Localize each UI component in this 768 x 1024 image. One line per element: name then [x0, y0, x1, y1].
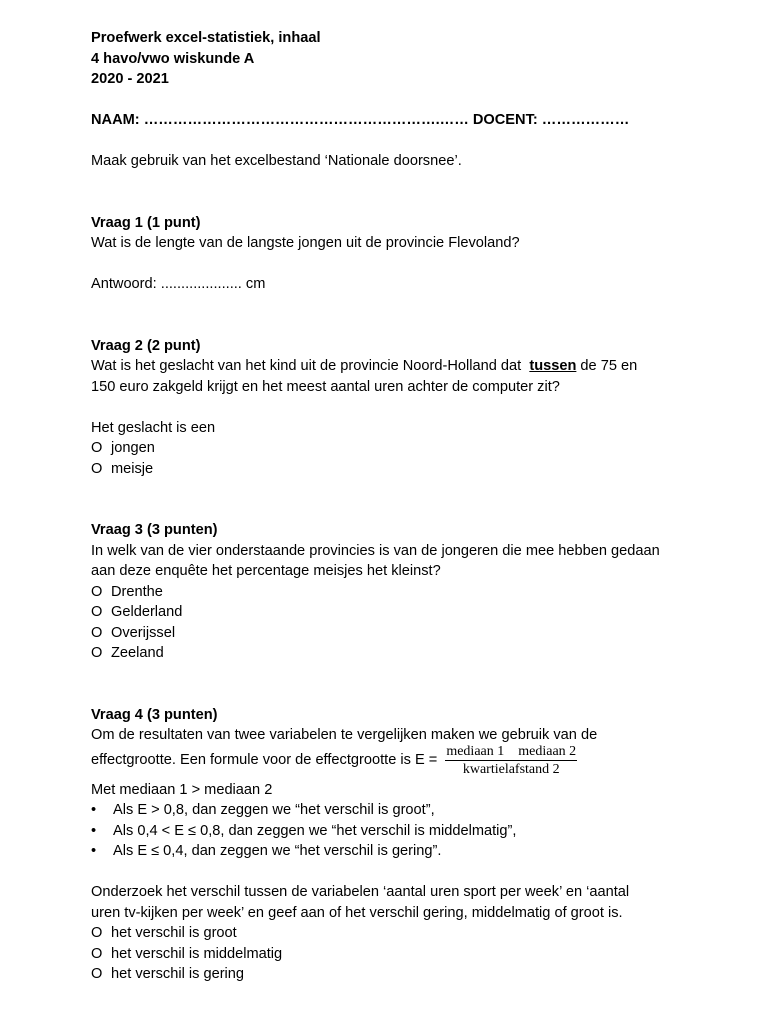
question-4-option-gering[interactable] [91, 964, 691, 985]
question-2-option-meisje[interactable] [91, 459, 691, 480]
formula-denominator: kwartielafstand 2 [462, 762, 560, 777]
bullet-item [91, 800, 691, 821]
question-4-option-groot[interactable] [91, 923, 691, 944]
radio-marker-icon[interactable]: O [91, 460, 103, 477]
formula-line [91, 742, 691, 780]
bullet-item [91, 821, 691, 842]
option-label: Zeeland [111, 645, 164, 661]
radio-marker-icon[interactable]: O [91, 966, 103, 982]
question-3-option-gelderland[interactable] [91, 602, 691, 623]
question-1-heading: Vraag 1 (1 punt) [91, 214, 201, 231]
question-2-prompt: Het geslacht is een [91, 419, 216, 436]
question-4-condition: Met mediaan 1 > mediaan 2 [91, 781, 273, 798]
question-2-option-jongen[interactable] [91, 438, 691, 459]
option-label: het verschil is middelmatig [111, 945, 283, 962]
document-title: Proefwerk excel-statistiek, inhaal [91, 30, 321, 46]
bullet-text: Als E ≤ 0,4, dan zeggen we “het verschil is gering”. [113, 843, 442, 859]
question-2-text-before: Wat is het geslacht van het kind uit de provincie Noord-Holland dat [91, 358, 530, 374]
question-2-text-after: de 75 en [576, 358, 638, 374]
option-label: het verschil is groot [111, 925, 237, 941]
question-4-text-line1: Om de resultaten van twee variabelen te vergelijken maken we gebruik van de [91, 727, 598, 743]
bullet-icon: • [91, 802, 97, 818]
option-label: Drenthe [111, 583, 163, 600]
option-label: Overijssel [111, 624, 176, 641]
name-teacher-line[interactable]: NAAM: …………………………………………………….…… DOCENT: ……………… [91, 112, 630, 128]
question-3-option-zeeland[interactable] [91, 643, 691, 664]
question-2-text [91, 356, 691, 377]
bullet-icon: • [91, 843, 97, 859]
formula-intro: effectgrootte. Een formule voor de effectgrootte is E = [91, 752, 442, 769]
question-1-answer-field[interactable]: Antwoord: .................... cm [91, 276, 266, 292]
question-4-task-line1: Onderzoek het verschil tussen de variabelen ‘aantal uren sport per week’ en ‘aantal [91, 884, 630, 900]
radio-marker-icon[interactable]: O [91, 624, 103, 641]
document-content [91, 28, 691, 985]
question-4-heading: Vraag 4 (3 punten) [91, 706, 218, 723]
question-2-text-line2: 150 euro zakgeld krijgt en het meest aantal uren achter de computer zit? [91, 378, 560, 395]
radio-marker-icon[interactable]: O [91, 583, 103, 600]
radio-marker-icon[interactable]: O [91, 945, 103, 962]
school-year: 2020 - 2021 [91, 71, 169, 87]
formula-numerator: mediaan 1 mediaan 2 [446, 744, 577, 759]
bullet-item [91, 841, 691, 862]
option-label: meisje [111, 460, 154, 477]
bullet-text: Als E > 0,8, dan zeggen we “het verschil is groot”, [113, 802, 435, 818]
question-2-emphasis: tussen [529, 358, 577, 374]
question-2-heading: Vraag 2 (2 punt) [91, 337, 201, 354]
option-label: jongen [111, 440, 155, 456]
radio-marker-icon[interactable]: O [91, 645, 103, 661]
document-subtitle: 4 havo/vwo wiskunde A [91, 50, 255, 67]
intro-text: Maak gebruik van het excelbestand ‘Nationale doorsnee’. [91, 153, 462, 169]
question-3-option-drenthe[interactable] [91, 582, 691, 603]
question-3-heading: Vraag 3 (3 punten) [91, 522, 218, 538]
option-label: Gelderland [111, 604, 183, 620]
bullet-icon: • [91, 822, 97, 839]
radio-marker-icon[interactable]: O [91, 440, 103, 456]
radio-marker-icon[interactable]: O [91, 604, 103, 620]
bullet-text: Als 0,4 < E ≤ 0,8, dan zeggen we “het verschil is middelmatig”, [113, 822, 517, 839]
option-label: het verschil is gering [111, 966, 245, 982]
question-4-task-line2: uren tv-kijken per week’ en geef aan of het verschil gering, middelmatig of groot is. [91, 904, 623, 921]
question-4-option-middelmatig[interactable] [91, 944, 691, 965]
effect-size-formula [445, 743, 577, 778]
question-3-text-line1: In welk van de vier onderstaande provincies is van de jongeren die mee hebben gedaan [91, 542, 660, 559]
radio-marker-icon[interactable]: O [91, 925, 103, 941]
question-3-text-line2: aan deze enquête het percentage meisjes het kleinst? [91, 563, 441, 579]
question-3-option-overijssel[interactable] [91, 623, 691, 644]
question-1-text: Wat is de lengte van de langste jongen uit de provincie Flevoland? [91, 235, 520, 251]
